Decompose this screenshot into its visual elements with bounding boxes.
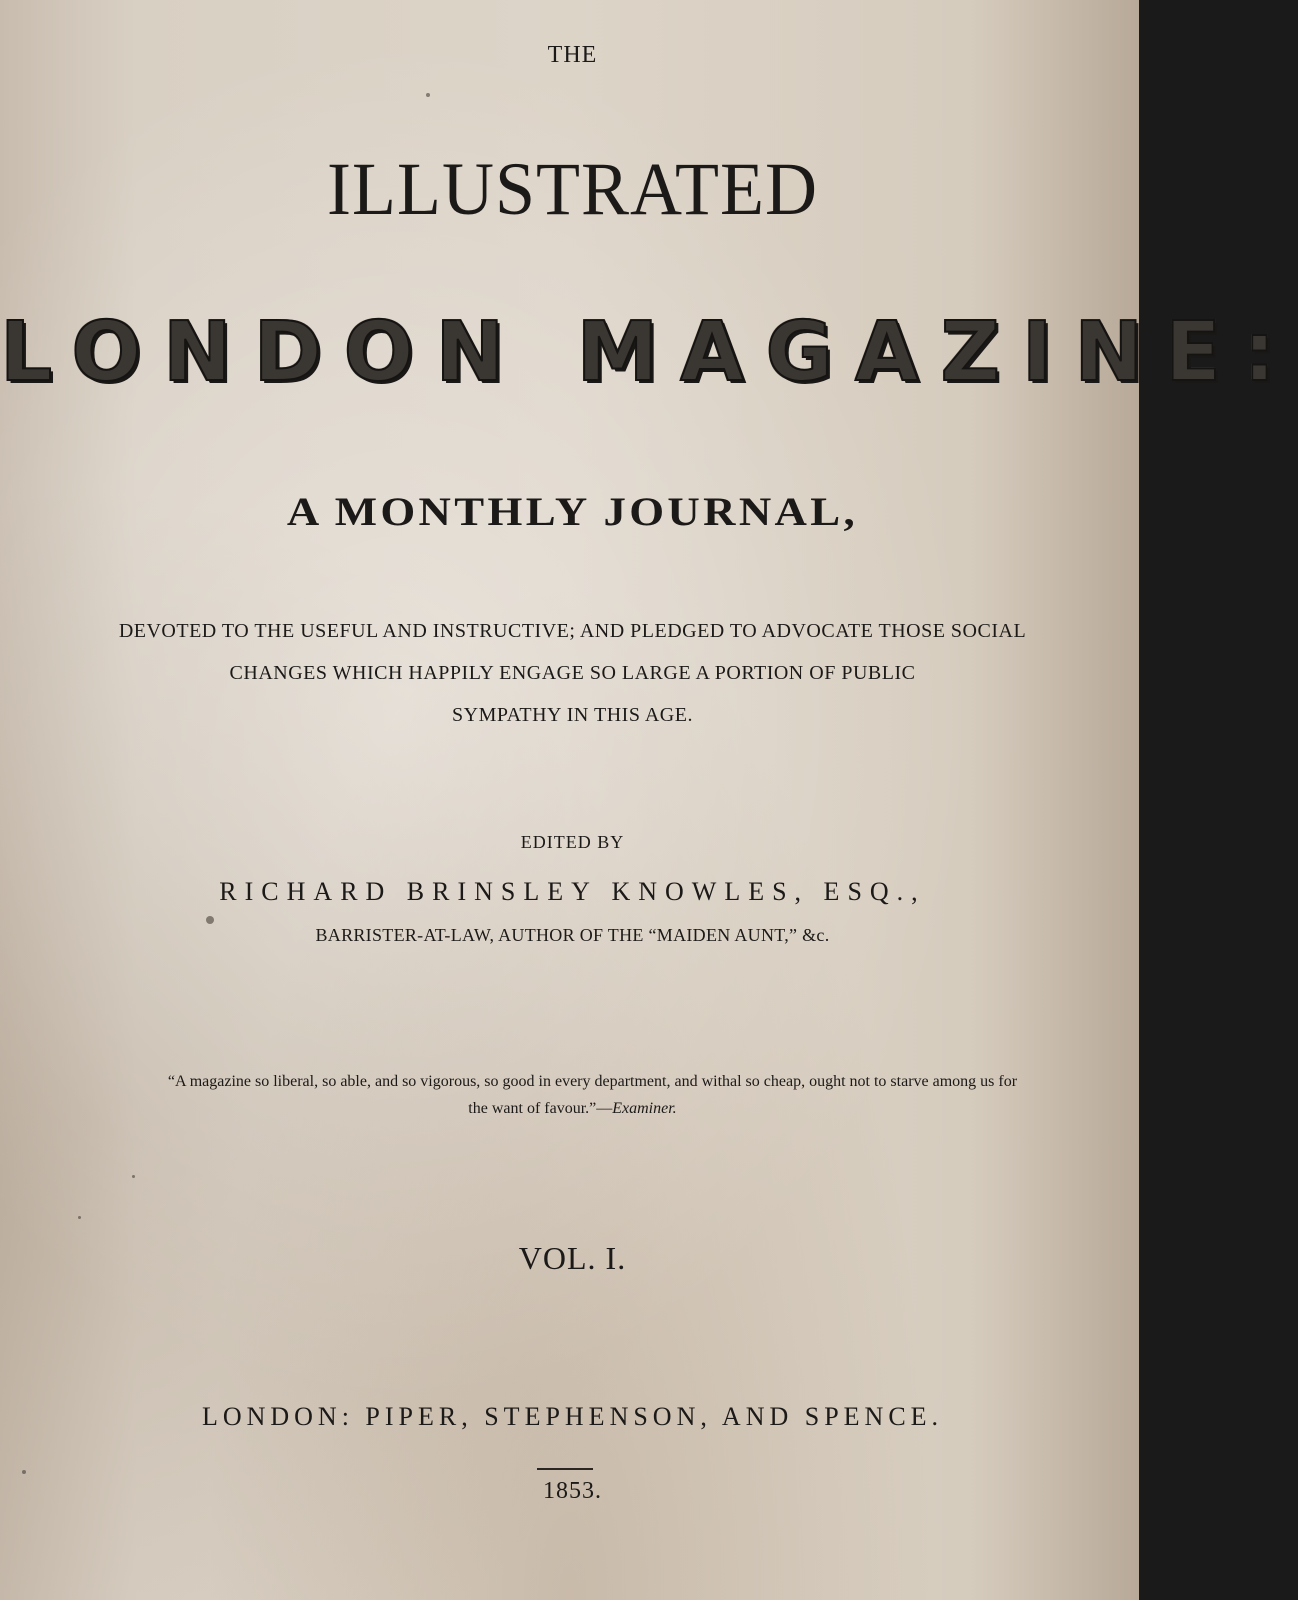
- publisher-imprint: LONDON: PIPER, STEPHENSON, AND SPENCE.: [201, 1402, 944, 1431]
- year-rule-divider: [537, 1468, 593, 1470]
- title-illustrated: ILLUSTRATED: [327, 146, 818, 231]
- publication-year: 1853.: [543, 1478, 602, 1504]
- quote-text: the want of favour.”—: [468, 1100, 613, 1117]
- subtitle: A MONTHLY JOURNAL,: [286, 489, 859, 534]
- quote-source: Examiner.: [612, 1100, 677, 1117]
- description-line: DEVOTED TO THE USEFUL AND INSTRUCTIVE; AND PLEDGED TO ADVOCATE THOSE SOCIAL: [118, 620, 1027, 642]
- description-line: SYMPATHY IN THIS AGE.: [452, 704, 693, 726]
- paper-speck: [22, 1470, 26, 1474]
- editor-credentials: BARRISTER-AT-LAW, AUTHOR OF THE “MAIDEN AUNT,” &c.: [315, 925, 830, 945]
- title-london-magazine: LONDON MAGAZINE:: [0, 305, 1298, 400]
- quote-line: [0, 1100, 1145, 1118]
- edited-by-label: EDITED BY: [520, 832, 625, 852]
- description-line: CHANGES WHICH HAPPILY ENGAGE SO LARGE A PORTION OF PUBLIC: [229, 662, 916, 684]
- quote-line: “A magazine so liberal, so able, and so vigorous, so good in every department, and withal so cheap, ought not to starve among us for: [167, 1073, 1018, 1090]
- paper-speck: [206, 916, 214, 924]
- editor-name: RICHARD BRINSLEY KNOWLES, ESQ.,: [219, 877, 926, 906]
- paper-speck: [426, 93, 430, 97]
- volume-number: VOL. I.: [518, 1240, 627, 1276]
- paper-speck: [78, 1216, 81, 1219]
- article-the: THE: [547, 42, 598, 68]
- paper-speck: [132, 1175, 135, 1178]
